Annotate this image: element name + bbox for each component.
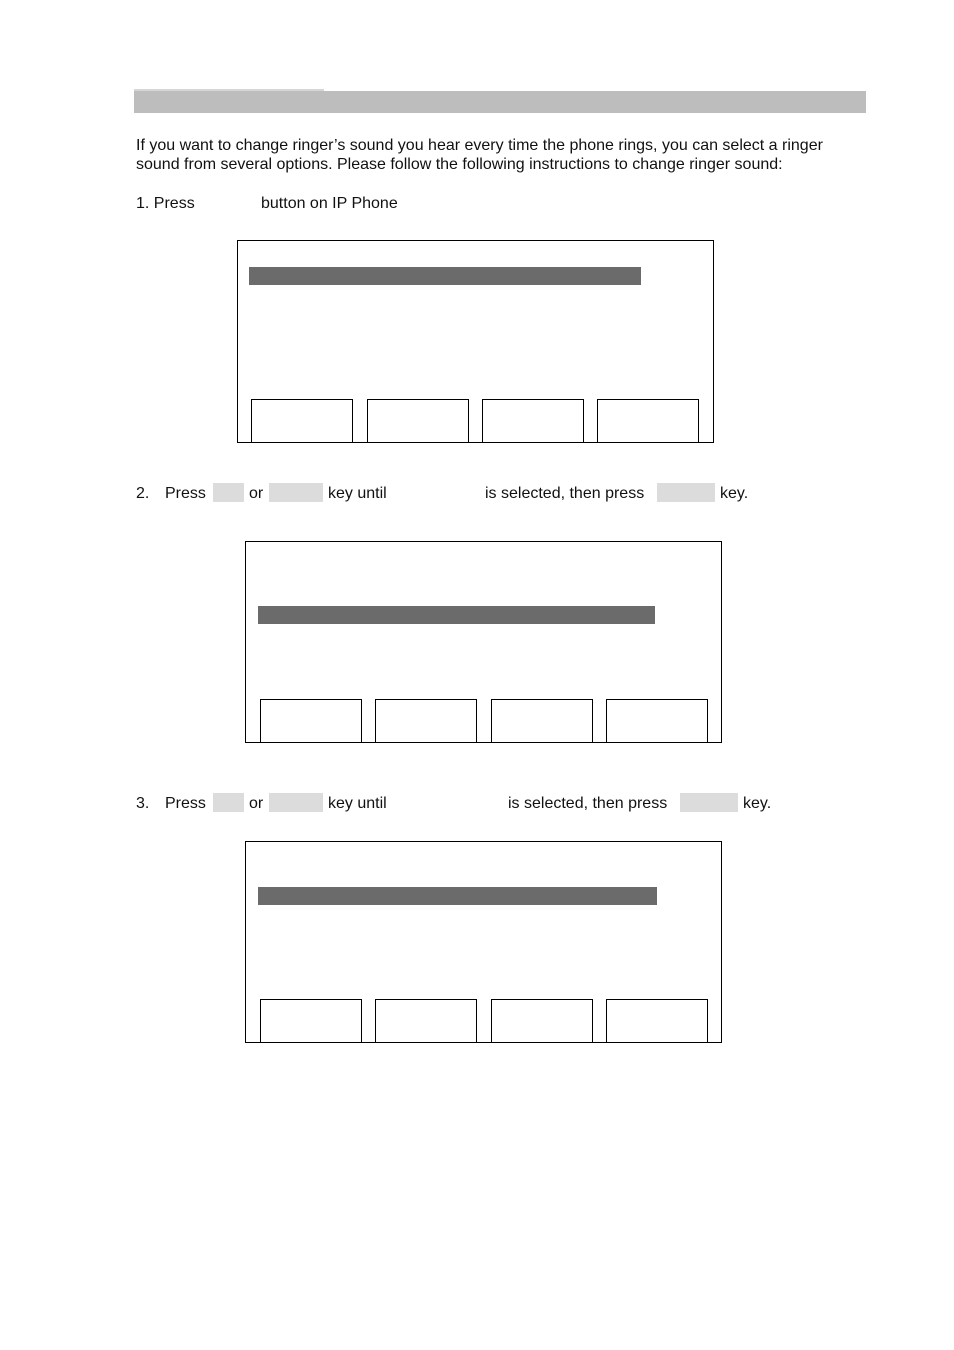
step-2-selected-then-press: is selected, then press (485, 485, 645, 502)
phone-screen-2 (245, 541, 722, 743)
softkey-4 (606, 699, 708, 742)
step-3-down-key (269, 793, 323, 812)
step-2-or: or (249, 485, 264, 502)
step-2-down-key (269, 483, 323, 502)
step-2-key-end: key. (720, 485, 749, 502)
selected-menu-row (258, 606, 655, 624)
step-3-press: Press (165, 795, 206, 812)
intro-line-1: If you want to change ringer’s sound you hear every time the phone rings, you can select a ringer (136, 137, 823, 154)
section-header-bar (134, 91, 866, 113)
step-2-number: 2. (136, 485, 150, 502)
step-1-text: button on IP Phone (261, 195, 398, 212)
step-3-key-until: key until (328, 795, 387, 812)
step-3-up-key (213, 793, 244, 812)
softkey-4 (597, 399, 699, 442)
softkey-4 (606, 999, 708, 1042)
step-3-selected-then-press: is selected, then press (508, 795, 668, 812)
step-1-label: 1. Press (136, 195, 195, 212)
softkey-2 (367, 399, 469, 442)
step-2-enter-key (657, 483, 715, 502)
step-3-key-end: key. (743, 795, 772, 812)
softkey-2 (375, 699, 477, 742)
phone-screen-1 (237, 240, 714, 443)
phone-screen-3 (245, 841, 722, 1043)
selected-menu-row (249, 267, 641, 285)
step-2-up-key (213, 483, 244, 502)
softkey-1 (260, 999, 362, 1042)
softkey-3 (482, 399, 584, 442)
softkey-1 (260, 699, 362, 742)
intro-line-2: sound from several options. Please follow the following instructions to change ringer sound: (136, 156, 783, 173)
step-3-or: or (249, 795, 264, 812)
selected-menu-row (258, 887, 657, 905)
step-3-number: 3. (136, 795, 150, 812)
step-2-key-until: key until (328, 485, 387, 502)
step-2-press: Press (165, 485, 206, 502)
softkey-3 (491, 999, 593, 1042)
softkey-1 (251, 399, 353, 442)
softkey-3 (491, 699, 593, 742)
step-3-enter-key (680, 793, 738, 812)
softkey-2 (375, 999, 477, 1042)
